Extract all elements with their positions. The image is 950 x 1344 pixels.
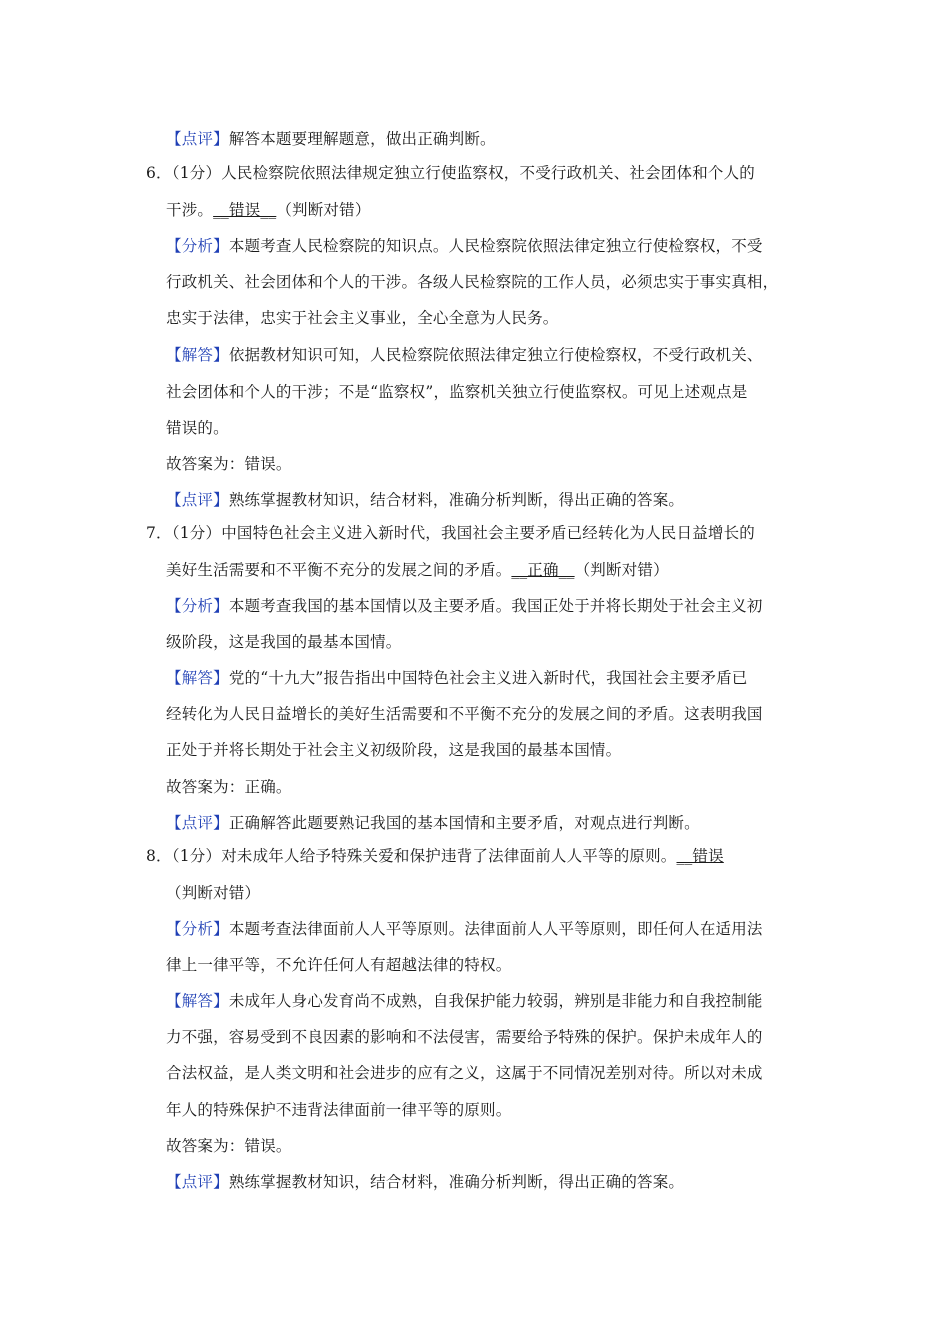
q6-solution-line3: 错误的。 bbox=[166, 419, 229, 437]
q8-solution-text1: 未成年人身心发育尚不成熟，自我保护能力较弱，辨别是非能力和自我控制能 bbox=[228, 992, 763, 1010]
q8-final-answer: 故答案为：错误。 bbox=[166, 1137, 292, 1155]
q6-score: （1分） bbox=[171, 164, 222, 182]
q8-comment-text: 熟练掌握教材知识，结合材料，准确分析判断，得出正确的答案。 bbox=[228, 1173, 685, 1191]
q7-stem-line1 bbox=[146, 523, 755, 543]
analysis-tag: 【分析】 bbox=[166, 920, 229, 938]
q7-number: 7． bbox=[146, 524, 172, 542]
q6-number: 6． bbox=[146, 164, 172, 182]
q8-stem-line1 bbox=[146, 846, 724, 866]
q6-stem-text2: 干涉。 bbox=[166, 201, 214, 219]
q8-analysis-line1 bbox=[166, 919, 763, 939]
q8-solution-line4: 年人的特殊保护不违背法律面前一律平等的原则。 bbox=[166, 1101, 512, 1119]
q8-analysis-line2: 律上一律平等，不允许任何人有超越法律的特权。 bbox=[166, 956, 512, 974]
q7-answer-blank: __正确__ bbox=[511, 561, 575, 579]
q8-solution-line1 bbox=[166, 991, 763, 1011]
q7-comment bbox=[166, 813, 700, 833]
comment-tag: 【点评】 bbox=[166, 130, 229, 148]
q7-score: （1分） bbox=[171, 524, 222, 542]
q6-comment-text: 熟练掌握教材知识，结合材料，准确分析判断，得出正确的答案。 bbox=[228, 491, 685, 509]
q6-final-answer: 故答案为：错误。 bbox=[166, 455, 292, 473]
q7-analysis-line2: 级阶段，这是我国的最基本国情。 bbox=[166, 633, 402, 651]
solution-tag: 【解答】 bbox=[166, 992, 229, 1010]
q7-stem-line2 bbox=[166, 560, 669, 580]
q8-number: 8． bbox=[146, 847, 172, 865]
q7-judge: （判断对错） bbox=[574, 561, 669, 579]
q6-stem-text1: 人民检察院依照法律规定独立行使监察权，不受行政机关、社会团体和个人的 bbox=[221, 164, 755, 182]
q8-analysis-text1: 本题考查法律面前人人平等原则。法律面前人人平等原则，即任何人在适用法 bbox=[228, 920, 763, 938]
q8-solution-line2: 力不强，容易受到不良因素的影响和不法侵害，需要给予特殊的保护。保护未成年人的 bbox=[166, 1028, 763, 1046]
q6-answer-blank: __错误__ bbox=[213, 201, 277, 219]
q5-comment bbox=[166, 129, 496, 149]
q6-analysis-text1: 本题考查人民检察院的知识点。人民检察院依照法律定独立行使检察权，不受 bbox=[228, 237, 763, 255]
q6-stem-line1 bbox=[146, 163, 755, 183]
q6-comment bbox=[166, 490, 684, 510]
q8-solution-line3: 合法权益，是人类文明和社会进步的应有之义，这属于不同情况差别对待。所以对未成 bbox=[166, 1064, 763, 1082]
q8-answer-blank: __错误 bbox=[676, 847, 724, 865]
q7-solution-line3: 正处于并将长期处于社会主义初级阶段，这是我国的最基本国情。 bbox=[166, 741, 622, 759]
solution-tag: 【解答】 bbox=[166, 669, 229, 687]
q7-comment-text: 正确解答此题要熟记我国的基本国情和主要矛盾，对观点进行判断。 bbox=[228, 814, 700, 832]
q7-solution-line2: 经转化为人民日益增长的美好生活需要和不平衡不充分的发展之间的矛盾。这表明我国 bbox=[166, 705, 763, 723]
q8-judge: （判断对错） bbox=[166, 884, 261, 902]
q8-comment bbox=[166, 1172, 684, 1192]
q7-final-answer: 故答案为：正确。 bbox=[166, 778, 292, 796]
comment-tag: 【点评】 bbox=[166, 1173, 229, 1191]
q6-solution-line2: 社会团体和个人的干涉；不是“监察权”，监察机关独立行使监察权。可见上述观点是 bbox=[166, 383, 748, 401]
q6-judge: （判断对错） bbox=[276, 201, 371, 219]
q6-analysis-line1 bbox=[166, 236, 763, 256]
q6-analysis-line3: 忠实于法律，忠实于社会主义事业，全心全意为人民务。 bbox=[166, 309, 559, 327]
q7-stem-text1: 中国特色社会主义进入新时代，我国社会主要矛盾已经转化为人民日益增长的 bbox=[221, 524, 755, 542]
q7-analysis-text1: 本题考查我国的基本国情以及主要矛盾。我国正处于并将长期处于社会主义初 bbox=[228, 597, 763, 615]
comment-tag: 【点评】 bbox=[166, 491, 229, 509]
q8-stem-text1: 对未成年人给予特殊关爱和保护违背了法律面前人人平等的原则。 bbox=[221, 847, 677, 865]
q8-score: （1分） bbox=[171, 847, 222, 865]
q7-solution-line1 bbox=[166, 668, 747, 688]
q6-solution-line1 bbox=[166, 345, 763, 365]
q7-stem-text2: 美好生活需要和不平衡不充分的发展之间的矛盾。 bbox=[166, 561, 512, 579]
q6-stem-line2 bbox=[166, 200, 371, 220]
q5-comment-text: 解答本题要理解题意，做出正确判断。 bbox=[228, 130, 496, 148]
analysis-tag: 【分析】 bbox=[166, 237, 229, 255]
q6-analysis-line2: 行政机关、社会团体和个人的干涉。各级人民检察院的工作人员，必须忠实于事实真相， bbox=[166, 273, 779, 291]
comment-tag: 【点评】 bbox=[166, 814, 229, 832]
solution-tag: 【解答】 bbox=[166, 346, 229, 364]
q7-analysis-line1 bbox=[166, 596, 763, 616]
analysis-tag: 【分析】 bbox=[166, 597, 229, 615]
q6-solution-text1: 依据教材知识可知，人民检察院依照法律定独立行使检察权，不受行政机关、 bbox=[228, 346, 763, 364]
q7-solution-text1: 党的“十九大”报告指出中国特色社会主义进入新时代，我国社会主要矛盾已 bbox=[228, 669, 748, 687]
